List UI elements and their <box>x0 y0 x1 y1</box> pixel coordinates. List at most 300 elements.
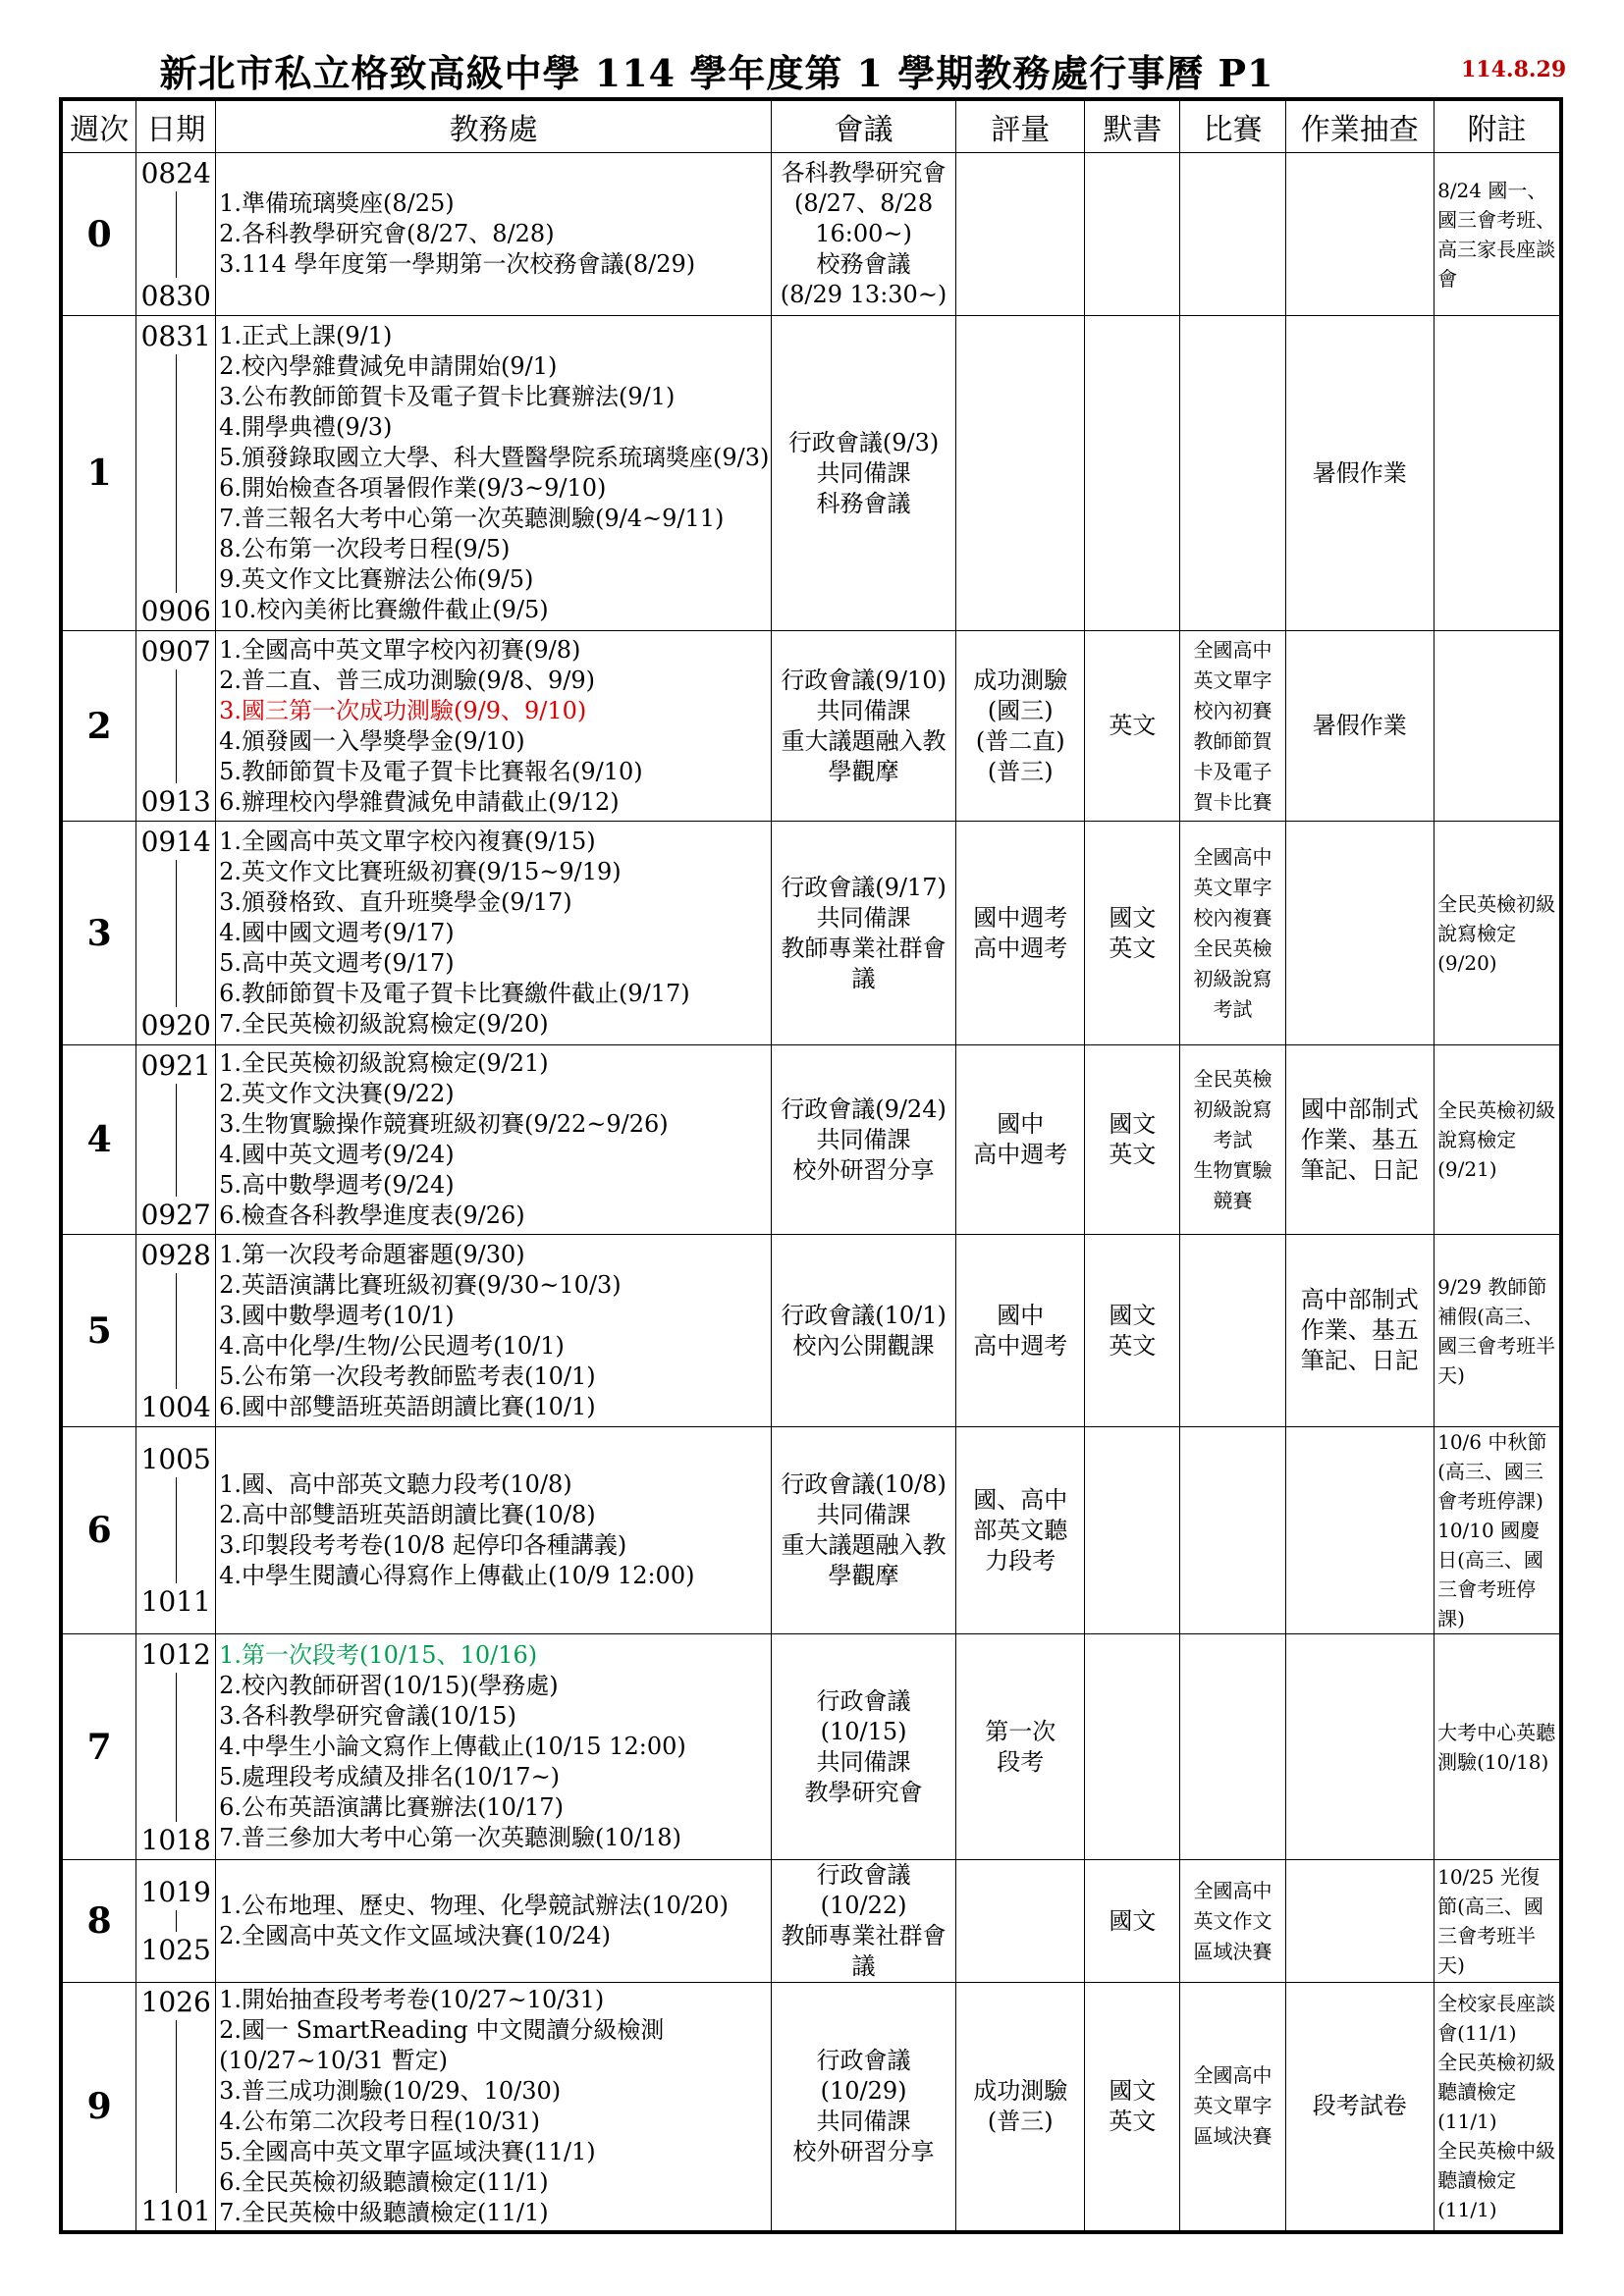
week-row <box>61 1983 1561 2232</box>
week-number: 9 <box>61 1983 136 2232</box>
meeting-line: 科務會議 <box>816 489 911 517</box>
start-date: 0928 <box>140 1238 211 1271</box>
col-dictation: 默書 <box>1085 99 1180 153</box>
homework-line: 作業、基五 <box>1300 1316 1419 1344</box>
assessment-cell <box>956 1235 1085 1427</box>
week-row <box>61 1235 1561 1427</box>
tasks-line: 4.公布第二次段考日程(10/31) <box>219 2107 540 2135</box>
contest-line: 全國高中 <box>1193 637 1272 662</box>
meeting-line: 共同備課 <box>816 1125 911 1153</box>
notes-cell <box>1435 631 1561 822</box>
dictation-cell <box>1085 1427 1180 1634</box>
dictation-line: 英文 <box>1109 1331 1157 1360</box>
contest-line: 區域決賽 <box>1193 1939 1272 1963</box>
tasks-line: 2.各科教學研究會(8/27、8/28) <box>219 220 555 247</box>
dictation-line: 國文 <box>1109 1301 1157 1329</box>
assessment-cell <box>956 1634 1085 1860</box>
meeting-line: 行政會議(9/3) <box>787 428 940 456</box>
end-date: 0927 <box>140 1198 211 1231</box>
meeting-line: 重大議題融入教學觀摩 <box>781 1531 947 1589</box>
contest-line: 初級說寫 <box>1193 1096 1272 1121</box>
week-number: 2 <box>61 631 136 822</box>
calendar-table <box>59 97 1563 2234</box>
end-date: 1018 <box>140 1823 211 1856</box>
col-week: 週次 <box>61 99 136 153</box>
tasks-line: 6.檢查各科教學進度表(9/26) <box>219 1201 525 1229</box>
date-range <box>136 631 216 822</box>
homework-line: 筆記、日記 <box>1300 1347 1419 1374</box>
week-row <box>61 153 1561 316</box>
meeting-line: (8/29 13:30~) <box>780 281 947 308</box>
week-row <box>61 822 1561 1045</box>
end-date: 0906 <box>140 594 211 627</box>
tasks-line: 7.全民英檢中級聽讀檢定(11/1) <box>219 2198 549 2226</box>
homework-line: 暑假作業 <box>1312 712 1407 739</box>
tasks-line: 3.印製段考考卷(10/8 起停印各種講義) <box>219 1531 627 1559</box>
notes-cell <box>1435 1045 1561 1235</box>
affairs-list <box>216 1235 772 1427</box>
dictation-line: 英文 <box>1109 2107 1157 2135</box>
col-meeting: 會議 <box>772 99 956 153</box>
assess-line: 高中週考 <box>973 934 1068 962</box>
homework-cell <box>1285 316 1435 631</box>
notes-line: 10/10 國慶日(高三、國三會考班停課) <box>1437 1519 1543 1630</box>
meeting-line: 16:00~) <box>815 220 912 247</box>
contest-line: 生物實驗 <box>1193 1157 1272 1182</box>
meeting-line: (8/27、8/28 <box>793 189 934 217</box>
affairs-list <box>216 822 772 1045</box>
tasks-line: 3.國中數學週考(10/1) <box>219 1301 455 1329</box>
tasks-line: 7.全民英檢初級說寫檢定(9/20) <box>219 1010 549 1038</box>
homework-line: 國中部制式 <box>1300 1095 1419 1123</box>
meeting-line: 行政會議(9/17) <box>781 873 947 901</box>
date-range <box>136 822 216 1045</box>
tasks-line: 2.英文作文比賽班級初賽(9/15~9/19) <box>219 858 622 885</box>
dictation-cell <box>1085 631 1180 822</box>
tasks-line: 1.第一次段考命題審題(9/30) <box>219 1240 525 1268</box>
meeting-line: 行政會議(10/8) <box>781 1470 947 1498</box>
assess-line: 高中週考 <box>973 1141 1068 1168</box>
meeting-cell <box>772 316 956 631</box>
assess-line: 部英文聽 <box>973 1516 1068 1544</box>
meeting-cell <box>772 1045 956 1235</box>
tasks-line: 1.全民英檢初級說寫檢定(9/21) <box>219 1049 549 1077</box>
tasks-line: 5.處理段考成績及排名(10/17~) <box>219 1763 561 1790</box>
tasks-line: 4.國中英文週考(9/24) <box>219 1141 455 1168</box>
affairs-list <box>216 1634 772 1860</box>
col-notes: 附註 <box>1435 99 1561 153</box>
date-connector <box>176 1673 177 1822</box>
assess-line: (普三) <box>987 2107 1054 2135</box>
date-connector <box>176 860 177 1007</box>
tasks-line: 2.普二直、普三成功測驗(9/8、9/9) <box>219 666 596 694</box>
assess-line: 國中週考 <box>973 903 1068 932</box>
tasks-line: 3.公布教師節賀卡及電子賀卡比賽辦法(9/1) <box>219 383 676 410</box>
meeting-line: 行政會議(10/15) <box>816 1686 911 1745</box>
homework-cell <box>1285 631 1435 822</box>
dictation-line: 國文 <box>1109 1110 1157 1138</box>
dictation-line: 英文 <box>1109 1141 1157 1168</box>
week-row <box>61 631 1561 822</box>
assess-line: 力段考 <box>985 1546 1056 1575</box>
contest-line: 全國高中 <box>1193 1878 1272 1902</box>
date-connector <box>176 1084 177 1197</box>
tasks-line: 3.114 學年度第一學期第一次校務會議(8/29) <box>219 250 696 278</box>
start-date: 0831 <box>140 319 211 352</box>
page-title: 新北市私立格致高級中學 114 學年度第 1 學期教務處行事曆 P1 <box>159 51 1274 95</box>
week-row <box>61 1427 1561 1634</box>
dictation-cell <box>1085 1860 1180 1983</box>
meeting-cell <box>772 1634 956 1860</box>
notes-cell <box>1435 1860 1561 1983</box>
tasks-line: 9.英文作文比賽辦法公佈(9/5) <box>219 565 534 593</box>
meeting-line: 共同備課 <box>816 1747 911 1776</box>
dictation-line: 英文 <box>1109 712 1157 739</box>
start-date: 0921 <box>140 1048 211 1082</box>
assess-line: 第一次 <box>985 1717 1056 1745</box>
dictation-line: 國文 <box>1109 903 1157 932</box>
start-date: 1005 <box>140 1443 211 1475</box>
meeting-line: 行政會議(10/29) <box>816 2046 911 2105</box>
date-connector <box>176 354 177 593</box>
dictation-cell <box>1085 1634 1180 1860</box>
meeting-line: 教師專業社群會議 <box>781 1922 947 1980</box>
dictation-cell <box>1085 822 1180 1045</box>
notes-line: 8/24 國一、國三會考班、高三家長座談會 <box>1437 178 1556 291</box>
assessment-cell <box>956 1045 1085 1235</box>
tasks-line: 5.高中數學週考(9/24) <box>219 1171 455 1199</box>
week-row <box>61 1860 1561 1983</box>
week-number: 6 <box>61 1427 136 1634</box>
contest-line: 考試 <box>1213 1127 1253 1151</box>
tasks-line: 5.高中英文週考(9/17) <box>219 949 455 977</box>
week-number: 5 <box>61 1235 136 1427</box>
tasks-line: 3.頒發格致、直升班獎學金(9/17) <box>219 888 572 916</box>
date-range <box>136 1634 216 1860</box>
tasks-line: 6.開始檢查各項暑假作業(9/3~9/10) <box>219 474 607 502</box>
affairs-list <box>216 1045 772 1235</box>
date-range <box>136 1235 216 1427</box>
homework-cell <box>1285 1427 1435 1634</box>
dictation-line: 英文 <box>1109 934 1157 962</box>
week-row <box>61 316 1561 631</box>
assessment-cell <box>956 822 1085 1045</box>
date-connector <box>176 191 177 278</box>
tasks-line: 1.全國高中英文單字校內複賽(9/15) <box>219 828 596 855</box>
date-range <box>136 1983 216 2232</box>
contest-line: 賀卡比賽 <box>1193 789 1272 814</box>
contest-line: 全國高中 <box>1193 844 1272 869</box>
contest-line: 全國高中 <box>1193 2063 1272 2088</box>
tasks-line: 6.辦理校內學雜費減免申請截止(9/12) <box>219 787 620 816</box>
affairs-list <box>216 153 772 316</box>
assessment-cell <box>956 1427 1085 1634</box>
assess-line: 成功測驗 <box>973 666 1068 694</box>
meeting-line: 共同備課 <box>816 903 911 932</box>
contest-line: 英文單字 <box>1193 667 1272 692</box>
contest-line: 英文作文 <box>1193 1908 1272 1933</box>
tasks-line: 4.頒發國一入學獎學金(9/10) <box>219 726 525 755</box>
affairs-list <box>216 1427 772 1634</box>
week-number: 8 <box>61 1860 136 1983</box>
tasks-line: 2.校內教師研習(10/15)(學務處) <box>219 1672 559 1699</box>
dictation-cell <box>1085 1235 1180 1427</box>
tasks-line: 4.高中化學/生物/公民週考(10/1) <box>219 1331 565 1360</box>
tasks-line: 1.正式上課(9/1) <box>219 322 393 349</box>
notes-line: 9/29 教師節補假(高三、國三會考班半天) <box>1437 1274 1556 1387</box>
dictation-line: 國文 <box>1109 2076 1157 2105</box>
dictation-cell <box>1085 153 1180 316</box>
tasks-line: 1.第一次段考(10/15、10/16) <box>219 1641 538 1669</box>
tasks-line: 3.普三成功測驗(10/29、10/30) <box>219 2076 562 2105</box>
notes-line: 大考中心英聽測驗(10/18) <box>1437 1720 1556 1774</box>
tasks-line: 2.校內學雜費減免申請開始(9/1) <box>219 352 558 380</box>
date-range <box>136 153 216 316</box>
assess-line: 國中 <box>997 1110 1045 1138</box>
tasks-line: 6.國中部雙語班英語朗讀比賽(10/1) <box>219 1392 596 1420</box>
col-date: 日期 <box>136 99 216 153</box>
meeting-cell <box>772 822 956 1045</box>
meeting-line: 校內公開觀課 <box>792 1331 935 1360</box>
meeting-cell <box>772 1427 956 1634</box>
date-range <box>136 316 216 631</box>
tasks-line: 8.公布第一次段考日程(9/5) <box>219 535 511 562</box>
meeting-line: 共同備課 <box>816 458 911 487</box>
tasks-line: 4.中學生小論文寫作上傳截止(10/15 12:00) <box>219 1733 686 1760</box>
meeting-line: 教師專業社群會議 <box>781 934 947 992</box>
start-date: 0914 <box>140 825 211 858</box>
contest-cell <box>1180 1983 1285 2232</box>
week-number: 0 <box>61 153 136 316</box>
affairs-list <box>216 631 772 822</box>
tasks-line: 6.公布英語演講比賽辦法(10/17) <box>219 1793 564 1821</box>
meeting-line: 校務會議 <box>816 250 911 278</box>
assess-line: (普二直) <box>975 726 1065 755</box>
affairs-list <box>216 1860 772 1983</box>
tasks-line: 7.普三報名大考中心第一次英聽測驗(9/4~9/11) <box>219 505 725 532</box>
affairs-list <box>216 316 772 631</box>
start-date: 0824 <box>140 156 211 189</box>
contest-cell <box>1180 1427 1285 1634</box>
homework-line: 高中部制式 <box>1300 1286 1419 1313</box>
tasks-line: 4.開學典禮(9/3) <box>219 413 393 441</box>
tasks-line: 5.全國高中英文單字區域決賽(11/1) <box>219 2137 596 2165</box>
contest-line: 英文單字 <box>1193 875 1272 899</box>
assess-line: (普三) <box>987 757 1054 785</box>
tasks-line: 2.英文作文決賽(9/22) <box>219 1080 455 1107</box>
homework-line: 筆記、日記 <box>1300 1155 1419 1184</box>
notes-cell <box>1435 822 1561 1045</box>
contest-line: 教師節賀 <box>1193 728 1272 753</box>
assess-line: 成功測驗 <box>973 2076 1068 2105</box>
contest-line: 區域決賽 <box>1193 2124 1272 2149</box>
tasks-line: 3.各科教學研究會議(10/15) <box>219 1702 516 1730</box>
start-date: 0907 <box>140 634 211 667</box>
notes-line: 全民英檢初級說寫檢定(9/21) <box>1437 1098 1556 1181</box>
contest-cell <box>1180 1235 1285 1427</box>
end-date: 1004 <box>140 1390 211 1423</box>
meeting-cell <box>772 153 956 316</box>
meeting-cell <box>772 1235 956 1427</box>
assess-line: 高中週考 <box>973 1331 1068 1360</box>
week-number: 4 <box>61 1045 136 1235</box>
contest-line: 競賽 <box>1213 1188 1253 1212</box>
dictation-cell <box>1085 316 1180 631</box>
notes-cell <box>1435 1634 1561 1860</box>
dictation-cell <box>1085 1045 1180 1235</box>
notes-line: 10/6 中秋節(高三、國三會考班停課) <box>1437 1430 1547 1513</box>
meeting-cell <box>772 1860 956 1983</box>
meeting-line: 行政會議(9/10) <box>781 666 947 694</box>
meeting-line: 教學研究會 <box>804 1778 923 1806</box>
col-homework-check: 作業抽查 <box>1285 99 1435 153</box>
end-date: 0913 <box>140 784 211 818</box>
contest-cell <box>1180 153 1285 316</box>
meeting-line: 行政會議(10/1) <box>781 1301 947 1329</box>
meeting-line: 共同備課 <box>816 1501 911 1528</box>
contest-line: 全民英檢 <box>1193 1066 1272 1091</box>
week-number: 1 <box>61 316 136 631</box>
week-row <box>61 1045 1561 1235</box>
contest-line: 全民英檢 <box>1193 935 1272 960</box>
assessment-cell <box>956 1860 1085 1983</box>
homework-cell <box>1285 1860 1435 1983</box>
homework-cell <box>1285 1983 1435 2232</box>
meeting-line: 共同備課 <box>816 696 911 724</box>
assessment-cell <box>956 631 1085 822</box>
dictation-line: 國文 <box>1109 1906 1157 1935</box>
week-row <box>61 1634 1561 1860</box>
col-assessment: 評量 <box>956 99 1085 153</box>
homework-line: 作業、基五 <box>1300 1125 1419 1153</box>
tasks-line: 5.頒發錄取國立大學、科大暨醫學院系琉璃獎座(9/3) <box>219 444 770 471</box>
date-range <box>136 1045 216 1235</box>
col-affairs: 教務處 <box>216 99 772 153</box>
start-date: 1026 <box>140 1985 211 2018</box>
header-row <box>61 99 1561 153</box>
notes-line: 全民英檢中級聽讀檢定(11/1) <box>1437 2138 1556 2221</box>
notes-line: 全民英檢初級說寫檢定(9/20) <box>1437 891 1556 975</box>
tasks-line: 7.普三參加大考中心第一次英聽測驗(10/18) <box>219 1824 681 1851</box>
tasks-line: 6.教師節賀卡及電子賀卡比賽繳件截止(9/17) <box>219 980 690 1007</box>
tasks-line: 2.高中部雙語班英語朗讀比賽(10/8) <box>219 1501 596 1528</box>
date-connector <box>176 2020 177 2193</box>
notes-cell <box>1435 1235 1561 1427</box>
revision-date: 114.8.29 <box>1461 57 1567 82</box>
tasks-line: 6.全民英檢初級聽讀檢定(11/1) <box>219 2167 549 2196</box>
notes-cell <box>1435 153 1561 316</box>
tasks-line: 1.全國高中英文單字校內初賽(9/8) <box>219 635 581 664</box>
tasks-line: (10/27~10/31 暫定) <box>219 2046 448 2074</box>
start-date: 1012 <box>140 1637 211 1671</box>
meeting-cell <box>772 631 956 822</box>
assessment-cell <box>956 153 1085 316</box>
date-connector <box>176 669 177 783</box>
assess-line: 段考 <box>997 1747 1045 1776</box>
end-date: 1011 <box>140 1585 211 1618</box>
contest-line: 校內初賽 <box>1193 698 1272 722</box>
contest-line: 卡及電子 <box>1193 759 1272 783</box>
date-connector <box>176 1477 177 1583</box>
homework-line: 暑假作業 <box>1312 458 1407 487</box>
tasks-line: 3.國三第一次成功測驗(9/9、9/10) <box>219 696 587 724</box>
meeting-line: 校外研習分享 <box>792 2137 935 2165</box>
affairs-list <box>216 1983 772 2232</box>
assess-line: 國中 <box>997 1301 1045 1329</box>
notes-line: 10/25 光復節(高三、國三會考班半天) <box>1437 1865 1543 1977</box>
meeting-line: 行政會議(10/22) <box>816 1861 911 1919</box>
tasks-line: 1.準備琉璃獎座(8/25) <box>219 189 455 217</box>
contest-line: 校內複賽 <box>1193 905 1272 930</box>
homework-cell <box>1285 1045 1435 1235</box>
date-range <box>136 1427 216 1634</box>
end-date: 0920 <box>140 1008 211 1041</box>
notes-cell <box>1435 1983 1561 2232</box>
end-date: 1101 <box>140 2194 211 2227</box>
date-connector <box>176 1910 177 1932</box>
assessment-cell <box>956 1983 1085 2232</box>
contest-line: 考試 <box>1213 996 1253 1021</box>
date-range <box>136 1860 216 1983</box>
dictation-cell <box>1085 1983 1180 2232</box>
meeting-line: 行政會議(9/24) <box>781 1095 947 1123</box>
contest-cell <box>1180 316 1285 631</box>
date-connector <box>176 1273 177 1389</box>
contest-line: 初級說寫 <box>1193 966 1272 990</box>
tasks-line: 2.英語演講比賽班級初賽(9/30~10/3) <box>219 1270 622 1299</box>
notes-cell <box>1435 316 1561 631</box>
contest-cell <box>1180 1860 1285 1983</box>
notes-line: 全民英檢初級聽讀檢定(11/1) <box>1437 2050 1556 2133</box>
week-number: 3 <box>61 822 136 1045</box>
tasks-line: 4.中學生閱讀心得寫作上傳截止(10/9 12:00) <box>219 1562 695 1589</box>
contest-cell <box>1180 631 1285 822</box>
homework-cell <box>1285 1235 1435 1427</box>
end-date: 1025 <box>140 1934 211 1966</box>
contest-cell <box>1180 1634 1285 1860</box>
tasks-line: 10.校內美術比賽繳件截止(9/5) <box>219 596 549 623</box>
tasks-line: 2.國一 SmartReading 中文閱讀分級檢測 <box>219 2015 665 2044</box>
contest-cell <box>1180 822 1285 1045</box>
tasks-line: 1.開始抽查段考考卷(10/27~10/31) <box>219 1985 605 2013</box>
tasks-line: 3.生物實驗操作競賽班級初賽(9/22~9/26) <box>219 1110 669 1138</box>
tasks-line: 1.國、高中部英文聽力段考(10/8) <box>219 1470 572 1498</box>
tasks-line: 4.國中國文週考(9/17) <box>219 919 455 946</box>
homework-cell <box>1285 1634 1435 1860</box>
tasks-line: 5.公布第一次段考教師監考表(10/1) <box>219 1362 596 1390</box>
meeting-line: 各科教學研究會 <box>781 159 947 187</box>
homework-line: 段考試卷 <box>1312 2092 1407 2120</box>
week-number: 7 <box>61 1634 136 1860</box>
assess-line: 國、高中 <box>973 1485 1068 1514</box>
tasks-line: 1.公布地理、歷史、物理、化學競試辦法(10/20) <box>219 1892 729 1919</box>
end-date: 0830 <box>140 279 211 312</box>
notes-line: 全校家長座談會(11/1) <box>1437 1991 1556 2045</box>
tasks-line: 2.全國高中英文作文區域決賽(10/24) <box>219 1922 611 1949</box>
homework-cell <box>1285 153 1435 316</box>
contest-line: 英文單字 <box>1193 2094 1272 2118</box>
meeting-line: 校外研習分享 <box>792 1155 935 1184</box>
homework-cell <box>1285 822 1435 1045</box>
notes-cell <box>1435 1427 1561 1634</box>
start-date: 1019 <box>140 1876 211 1908</box>
meeting-line: 共同備課 <box>816 2107 911 2135</box>
tasks-line: 5.教師節賀卡及電子賀卡比賽報名(9/10) <box>219 757 643 785</box>
meeting-cell <box>772 1983 956 2232</box>
contest-cell <box>1180 1045 1285 1235</box>
col-contest: 比賽 <box>1180 99 1285 153</box>
assess-line: (國三) <box>987 696 1054 724</box>
